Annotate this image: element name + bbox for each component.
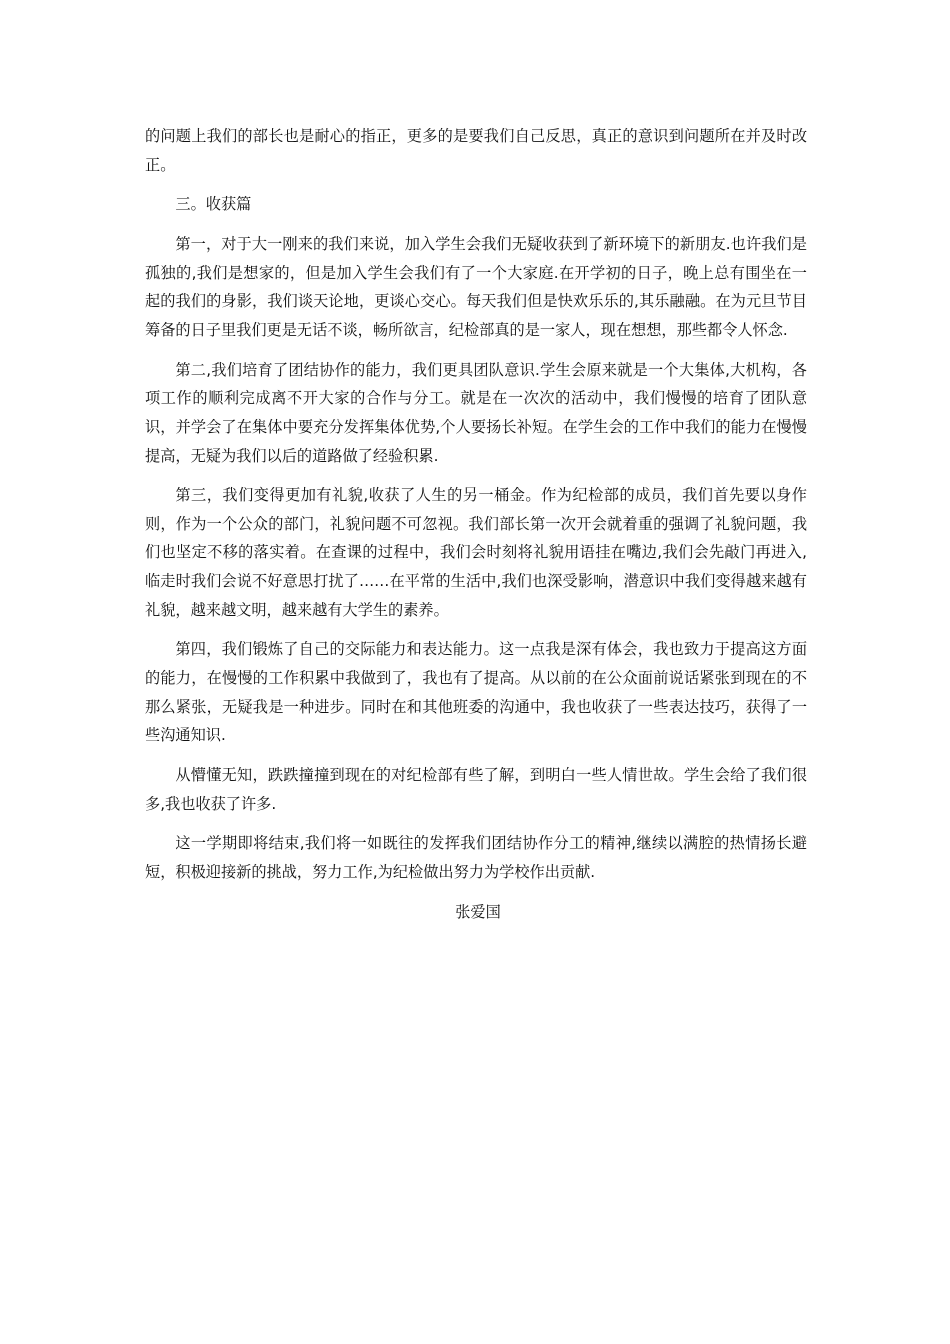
paragraph-closing: 这一学期即将结束,我们将一如既往的发挥我们团结协作分工的精神,继续以满腔的热情扬长避短，积极迎接新的挑战，努力工作,为纪检做出努力为学校作出贡献. <box>145 834 807 881</box>
paragraph-second-gain: 第二,我们培育了团结协作的能力，我们更具团队意识.学生会原来就是一个大集体,大机构，各项工作的顺利完成离不开大家的合作与分工。就是在一次次的活动中，我们慢慢的培育了团队意识，并学会了在集体中要充分发挥集体优势,个人要扬长补短。在学生会的工作中我们的能力在慢慢提高，无疑为我们以后的道路做了经验积累. <box>145 360 807 465</box>
paragraph-fourth-gain: 第四，我们锻炼了自己的交际能力和表达能力。这一点我是深有体会，我也致力于提高这方面的能力，在慢慢的工作积累中我做到了，我也有了提高。从以前的在公众面前说话紧张到现在的不那么紧张，无疑我是一种进步。同时在和其他班委的沟通中，我也收获了一些表达技巧，获得了一些沟通知识. <box>145 640 807 745</box>
paragraph-third-gain: 第三，我们变得更加有礼貌,收获了人生的另一桶金。作为纪检部的成员，我们首先要以身作则，作为一个公众的部门，礼貌问题不可忽视。我们部长第一次开会就着重的强调了礼貌问题，我们也坚定不移的落实着。在查课的过程中，我们会时刻将礼貌用语挂在嘴边,我们会先敲门再进入,临走时我们会说不好意思打扰了……在平常的生活中,我们也深受影响，潜意识中我们变得越来越有礼貌，越来越文明，越来越有大学生的素养。 <box>145 486 807 619</box>
document-body <box>145 122 807 926</box>
paragraph-first-gain: 第一，对于大一刚来的我们来说，加入学生会我们无疑收获到了新环境下的新朋友.也许我们是孤独的,我们是想家的，但是加入学生会我们有了一个大家庭.在开学初的日子，晚上总有围坐在一起的我们的身影，我们谈天论地，更谈心交心。每天我们但是快欢乐乐的,其乐融融。在为元旦节目筹备的日子里我们更是无话不谈，畅所欲言，纪检部真的是一家人，现在想想，那些都令人怀念. <box>145 235 807 339</box>
continued-paragraph: 的问题上我们的部长也是耐心的指正，更多的是要我们自己反思，真正的意识到问题所在并及时改正。 <box>145 127 807 174</box>
author-signature: 张爱国 <box>455 902 501 921</box>
paragraph-summary: 从懵懂无知，跌跌撞撞到现在的对纪检部有些了解，到明白一些人情世故。学生会给了我们很多,我也收获了许多. <box>145 766 807 813</box>
section-heading: 三。收获篇 <box>175 195 252 214</box>
